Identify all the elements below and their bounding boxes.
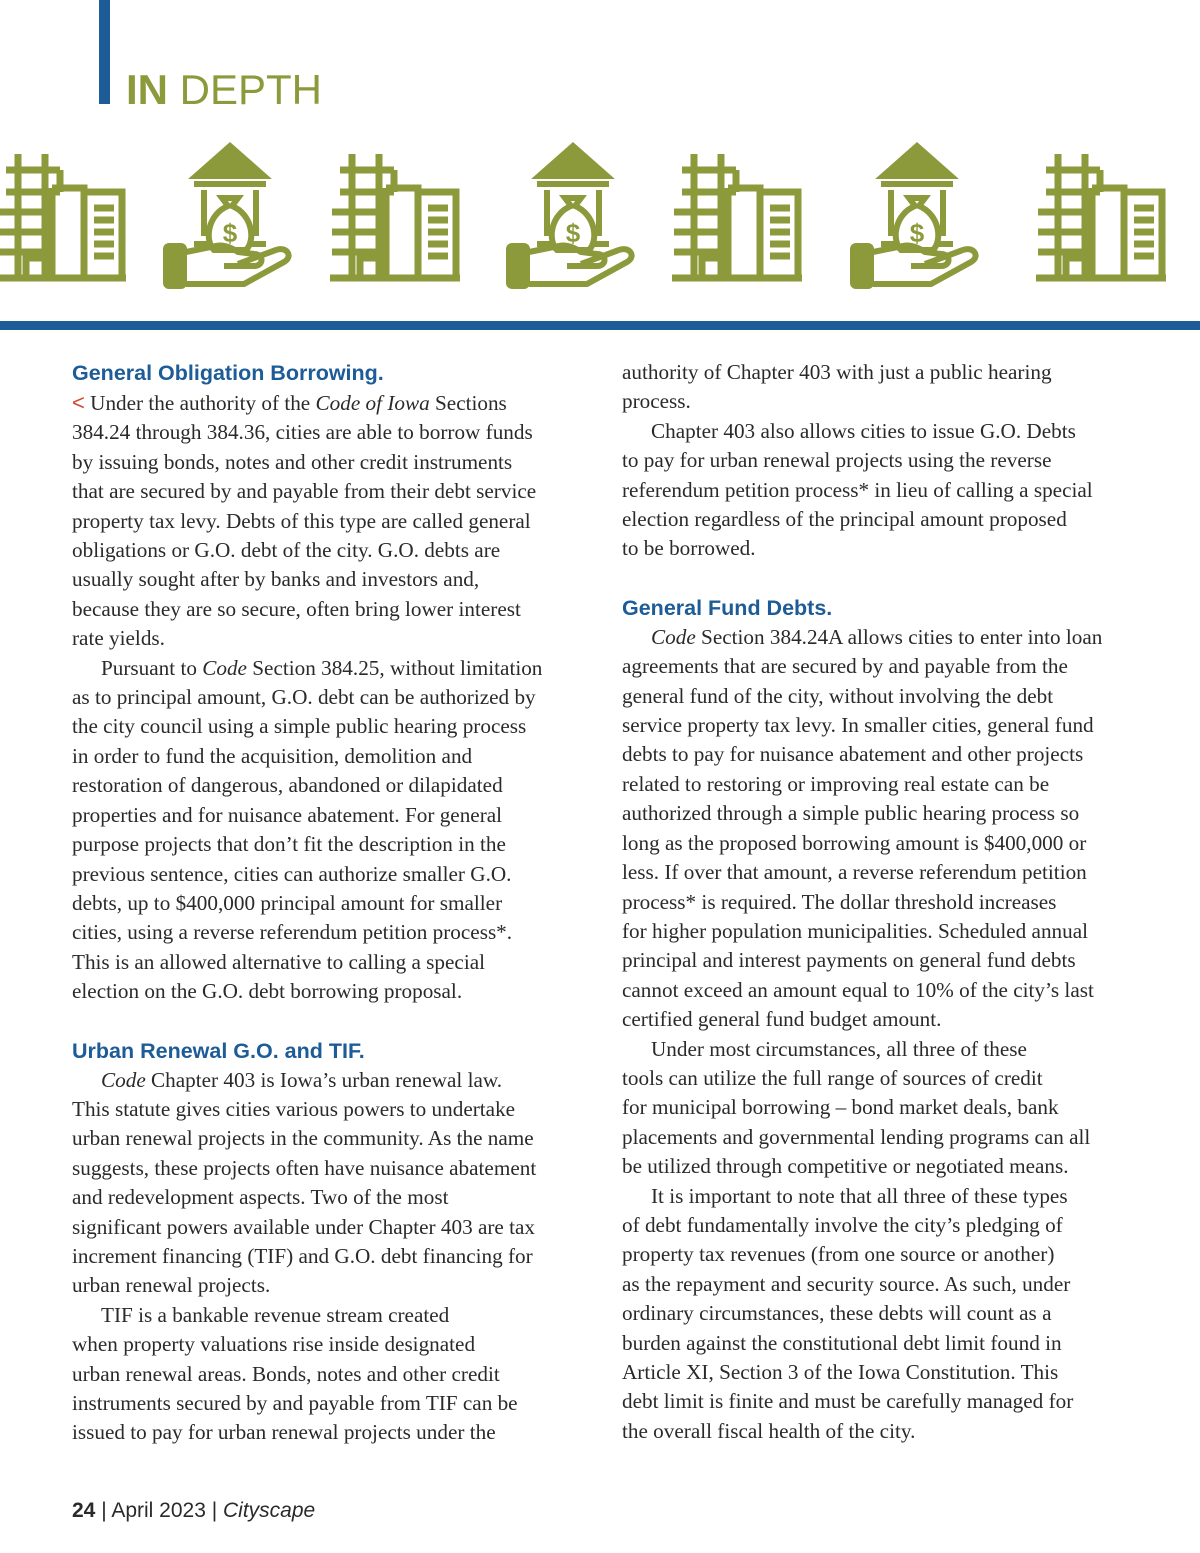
paragraph-chapter-403: Chapter 403 also allows cities to issue G.O. Debts to pay for urban renewal projects using the reverse referendum petition process* in lieu of calling a special election regardless of the principal amount proposed to be borrowed.: [622, 418, 1093, 561]
paragraph-debt-limit: It is important to note that all three of these types of debt fundamentally involve the city’s pledging of property tax revenues (from one source or another) as the repayment and security source. As such, under ordinary circumstances, these debts will count as a burden against the constitutional debt limit found in Article XI, Section 3 of the Iowa Constitution. This debt limit is finite and must be carefully managed for the overall fiscal health of the city.: [622, 1183, 1074, 1443]
page-number: 24: [72, 1499, 96, 1522]
paragraph-urban-renewal: [72, 1066, 582, 1301]
paragraph-go-intro: [72, 388, 582, 654]
citation-code: Code: [202, 655, 247, 680]
section-accent-bar: [99, 0, 110, 104]
magazine-name: Cityscape: [223, 1499, 316, 1522]
bank-money-hand-icon: [853, 146, 976, 286]
paragraph-go-pursuant: [72, 654, 582, 1007]
page-footer: [72, 1496, 315, 1526]
icon-strip: $: [0, 140, 1200, 290]
bank-money-hand-icon: [509, 146, 632, 286]
citation-code: Code: [651, 624, 696, 649]
buildings-icon: [0, 154, 126, 278]
text-run: Section 384.24A allows cities to enter into loan agreements that are secured by and payable from the general fund of the city, without involving the debt service property tax levy. In smaller cities, general fund debts to pay for nuisance abatement and other projects related to restoring or improving real estate can be authorized through a simple public hearing process so long as the proposed borrowing amount is $400,000 or less. If over that amount, a reverse referendum petition process* is required. The dollar threshold increases for higher population municipalities. Scheduled annual principal and interest payments on general fund debts cannot exceed an amount equal to 10% of the city’s last certified general fund budget amount.: [622, 624, 1103, 1032]
paragraph-tif-continued: authority of Chapter 403 with just a public hearing process.: [622, 360, 1052, 414]
heading-go-borrowing: General Obligation Borrowing.: [72, 361, 384, 385]
left-column: [72, 358, 582, 1448]
section-title-rest: DEPTH: [168, 66, 323, 113]
paragraph-tif: TIF is a bankable revenue stream created when property valuations rise inside designated urban renewal areas. Bonds, notes and other credit instruments secured by and payable from TIF can be issued to pay for urban renewal projects under the: [72, 1302, 518, 1445]
text-run: Chapter 403 is Iowa’s urban renewal law. This statute gives cities various powers to undertake urban renewal projects in the community. As the name suggests, these projects often have nuisance abatement and redevelopment aspects. Two of the most significant powers available under Chapter 403 are tax increment financing (TIF) and G.O. debt financing for urban renewal projects.: [72, 1067, 537, 1298]
footer-separator: |: [95, 1499, 112, 1522]
section-marker-icon: <: [72, 390, 85, 415]
buildings-icon: [1036, 154, 1166, 278]
text-run: Sections 384.24 through 384.36, cities are able to borrow funds by issuing bonds, notes and other credit instruments that are secured by and payable from their debt service property tax levy. Debts of this type are called general obligations or G.O. debt of the city. G.O. debts are usually sought after by banks and investors and, because they are so secure, often bring lower interest rate yields.: [72, 391, 537, 651]
paragraph-sources-of-credit: Under most circumstances, all three of these tools can utilize the full range of sources of credit for municipal borrowing – bond market deals, bank placements and governmental lending programs can all be utilized through competitive or negotiated means.: [622, 1036, 1091, 1179]
text-run: Section 384.25, without limitation as to principal amount, G.O. debt can be authorized by the city council using a simple public hearing process in order to fund the acquisition, demolition and restoration of dangerous, abandoned or dilapidated properties and for nuisance abatement. For general purpose projects that don’t fit the description in the previous sentence, cities can authorize smaller G.O. debts, up to $400,000 principal amount for smaller cities, using a reverse referendum petition process*. This is an allowed alternative to calling a special election on the G.O. debt borrowing proposal.: [72, 655, 543, 1004]
issue-date: April 2023: [111, 1499, 206, 1522]
paragraph-general-fund: [622, 623, 1142, 1035]
section-title-bold: IN: [126, 66, 168, 113]
heading-general-fund: General Fund Debts.: [622, 595, 833, 620]
buildings-icon: [672, 154, 802, 278]
heading-urban-renewal: Urban Renewal G.O. and TIF.: [72, 1038, 365, 1063]
spacer: [622, 564, 1142, 593]
text-run: Pursuant to: [101, 655, 203, 680]
header-divider: [0, 321, 1200, 330]
text-run: Under the authority of the: [84, 391, 316, 415]
right-column: [622, 358, 1142, 1446]
bank-money-hand-icon: [166, 146, 289, 286]
footer-separator: |: [205, 1499, 224, 1522]
buildings-icon: [330, 154, 460, 278]
citation-code: Code: [101, 1067, 146, 1092]
citation-code-of-iowa: Code of Iowa: [315, 391, 430, 415]
spacer: [72, 1007, 582, 1036]
section-title: [126, 64, 322, 116]
